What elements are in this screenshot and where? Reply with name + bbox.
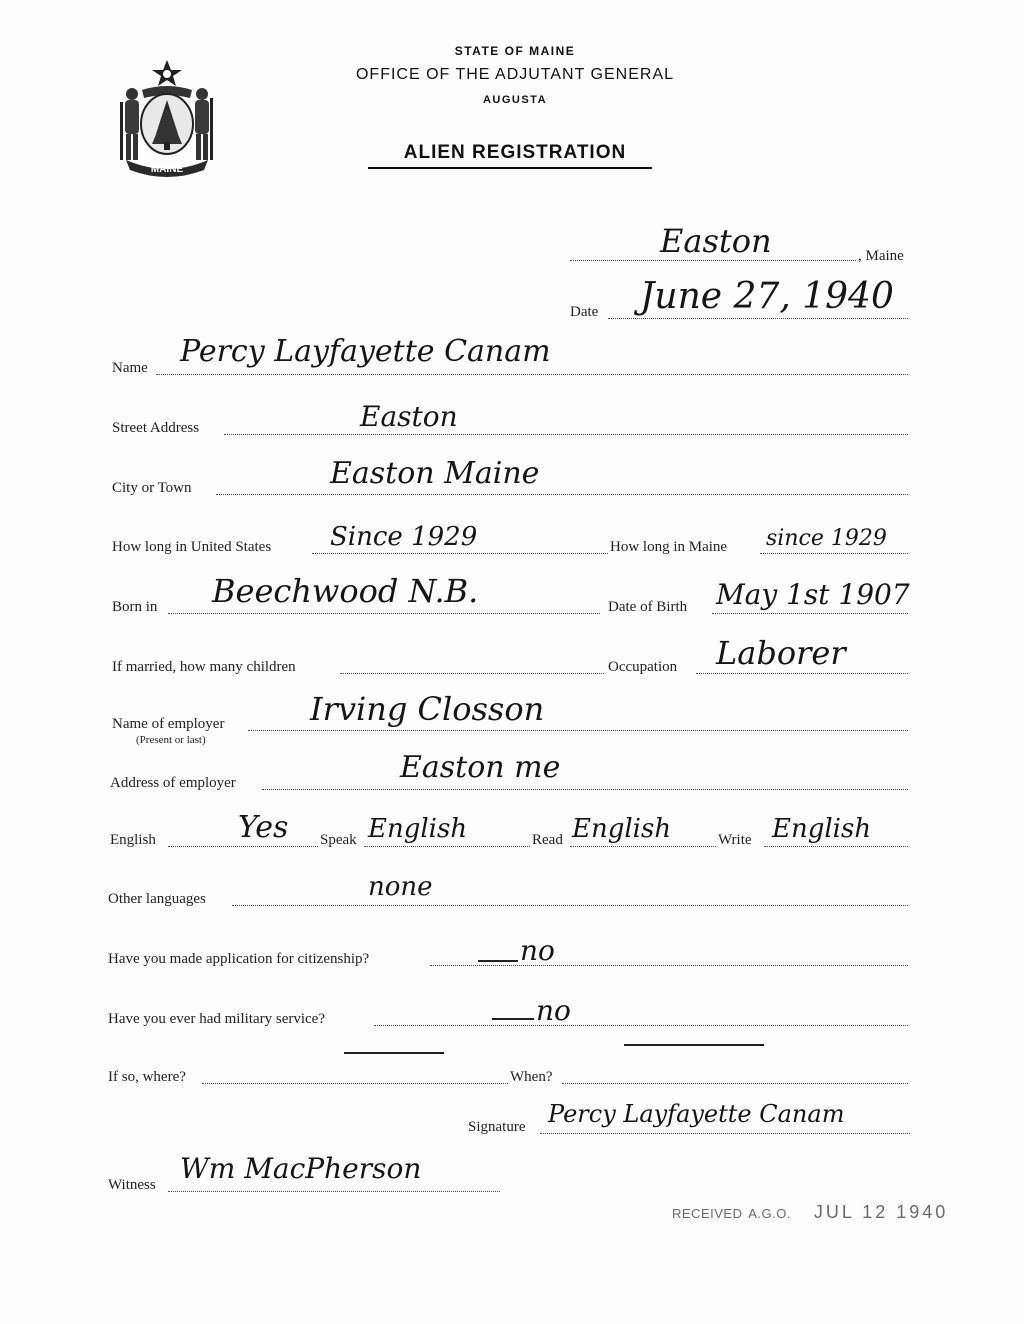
other-lang-line	[232, 905, 908, 906]
english-line	[168, 846, 318, 847]
date-value: June 27, 1940	[640, 276, 894, 317]
stamp-date: JUL 12 1940	[813, 1202, 949, 1222]
born-in-line	[168, 613, 600, 614]
citizenship-label: Have you made application for citizenship?	[108, 951, 370, 967]
military-dash	[492, 1018, 534, 1020]
name-line	[156, 374, 908, 375]
employer-addr-label: Address of employer	[110, 775, 236, 791]
married-label: If married, how many children	[112, 659, 296, 675]
military-line	[374, 1025, 908, 1026]
born-in-label: Born in	[112, 599, 158, 615]
city-label: City or Town	[112, 480, 192, 496]
name-value: Percy Layfayette Canam	[180, 334, 551, 369]
town-line	[570, 260, 856, 261]
town-value: Easton	[660, 222, 772, 260]
name-label: Name	[112, 360, 148, 376]
signature-label: Signature	[468, 1119, 526, 1135]
married-line	[340, 673, 604, 674]
when-dash	[624, 1044, 764, 1046]
employer-line	[248, 730, 908, 731]
employer-label: Name of employer	[112, 716, 225, 732]
date-label: Date	[570, 304, 599, 320]
speak-line	[364, 846, 530, 847]
header-city: AUGUSTA	[482, 94, 548, 106]
speak-label: Speak	[320, 832, 357, 848]
dob-value: May 1st 1907	[716, 578, 910, 611]
when-line	[562, 1083, 908, 1084]
speak-value: English	[368, 814, 468, 844]
seal-banner-text: MAINE	[150, 164, 184, 175]
how-long-me-value: since 1929	[766, 526, 887, 551]
read-value: English	[572, 814, 672, 844]
title-underline	[368, 167, 652, 169]
stamp-received: RECEIVED	[672, 1206, 743, 1221]
how-long-us-value: Since 1929	[330, 522, 478, 552]
write-line	[764, 846, 908, 847]
form-title: ALIEN REGISTRATION	[403, 142, 627, 163]
occupation-value: Laborer	[716, 634, 846, 672]
witness-label: Witness	[108, 1177, 156, 1193]
dob-line	[712, 613, 908, 614]
how-long-us-label: How long in United States	[112, 539, 272, 555]
how-long-me-label: How long in Maine	[610, 539, 728, 555]
where-line	[202, 1083, 508, 1084]
military-value: no	[536, 994, 571, 1027]
where-dash	[344, 1052, 444, 1054]
occupation-label: Occupation	[608, 659, 678, 675]
signature-value: Percy Layfayette Canam	[548, 1100, 845, 1128]
street-line	[224, 434, 908, 435]
born-in-value: Beechwood N.B.	[212, 572, 479, 610]
employer-value: Irving Closson	[310, 690, 545, 728]
dob-label: Date of Birth	[608, 599, 688, 615]
other-lang-value: none	[368, 872, 433, 902]
city-value: Easton Maine	[330, 456, 540, 491]
stamp-office: A.G.O.	[748, 1206, 791, 1221]
header-office: OFFICE OF THE ADJUTANT GENERAL	[355, 66, 675, 83]
street-label: Street Address	[112, 420, 200, 436]
write-value: English	[772, 814, 872, 844]
when-label: When?	[510, 1069, 553, 1085]
read-label: Read	[532, 832, 563, 848]
maine-state-seal-icon	[112, 54, 222, 178]
date-line	[608, 318, 908, 319]
read-line	[570, 846, 716, 847]
city-line	[216, 494, 908, 495]
how-long-me-line	[760, 553, 908, 554]
employer-addr-line	[262, 789, 908, 790]
received-stamp	[672, 1202, 948, 1223]
witness-value: Wm MacPherson	[180, 1152, 422, 1185]
english-label: English	[110, 832, 156, 848]
citizenship-line	[430, 965, 908, 966]
street-value: Easton	[360, 400, 458, 433]
employer-note: (Present or last)	[136, 734, 206, 746]
citizenship-dash	[478, 960, 518, 962]
header-state: STATE OF MAINE	[454, 44, 576, 58]
how-long-us-line	[312, 553, 608, 554]
citizenship-value: no	[520, 934, 555, 967]
witness-line	[168, 1191, 500, 1192]
occupation-line	[696, 673, 908, 674]
maine-label: , Maine	[858, 248, 904, 264]
signature-line	[540, 1133, 910, 1134]
write-label: Write	[718, 832, 752, 848]
other-lang-label: Other languages	[108, 891, 206, 907]
military-label: Have you ever had military service?	[108, 1011, 325, 1027]
employer-addr-value: Easton me	[400, 750, 561, 785]
english-value: Yes	[238, 810, 289, 845]
where-label: If so, where?	[108, 1069, 186, 1085]
